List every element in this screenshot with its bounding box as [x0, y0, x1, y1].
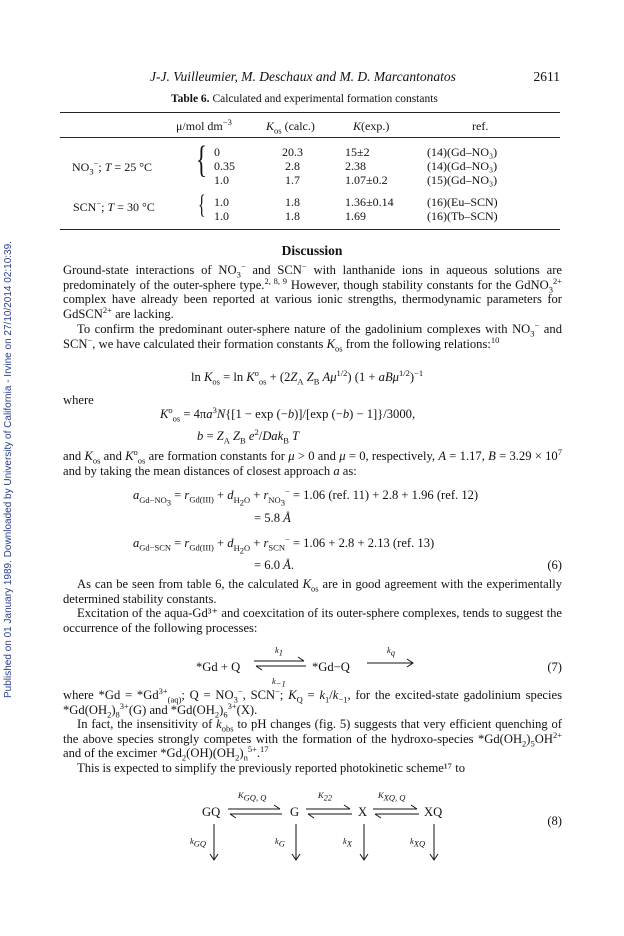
scheme-7-left: *Gd + Q [196, 660, 241, 674]
publication-watermark: Published on 01 January 1989. Downloaded by University of California - Irvine on 27/10/2014 02:10:39. [3, 241, 14, 699]
table-top-rule [60, 112, 560, 113]
cell-ref-3: (15)(Gd–NO₃) [427, 173, 498, 187]
col-header-kcalc: $K_{os}$ (calc.) [266, 119, 315, 136]
section-title: Discussion [281, 243, 343, 258]
rate-k-xq-q: $K_{XQ, Q}$ [378, 790, 406, 803]
cell-kexp-4: 1.36±0.14 [345, 195, 394, 209]
cell-mu-1: 0 [214, 145, 220, 159]
cell-kexp-1: 15±2 [345, 145, 370, 159]
table-caption-number: Table 6. [171, 93, 210, 105]
cell-kexp-2: 2.38 [345, 159, 366, 173]
equation-a-gd-no3-result: = 5.8 Å [254, 511, 291, 525]
paragraph-8: This is expected to simplify the previously reported photokinetic scheme¹⁷ to [77, 761, 465, 775]
paragraph-3: and $K_{os}$ and $K^o_{os}$ are formation constants for μ > 0 and μ = 0, respectively, A = 1.17, $B = 3.29 \times 10^7$ and by taking the mean distances of closest approach a as: [63, 446, 562, 478]
brace-thiocyanate: { [198, 190, 206, 219]
cell-kcalc-4: 1.8 [285, 195, 300, 209]
decay-arrow-xq [428, 822, 440, 864]
paragraph-5: Excitation of the aqua-Gd³⁺ and coexcitation of its outer-sphere complexes, tends to suggest the occurrence of the following processes: [63, 606, 562, 635]
rate-k-g: $k_G$ [275, 836, 285, 849]
cell-ref-2: (14)(Gd–NO₃) [427, 159, 498, 173]
paragraph-7: In fact, the insensitivity of $k_{obs}$ to pH changes (fig. 5) suggests that very efficient quenching of the above species strongly competes with the formation of the hydroxo-species $*Gd(OH_2)_5OH^{2+}$ and of the excimer $*Gd_2(OH)(OH_2)_n^{5+}.^{17}$ [63, 717, 563, 763]
running-header [150, 69, 560, 85]
equation-a-gd-scn-result: = 6.0 Å. [254, 558, 295, 572]
cell-kcalc-1: 20.3 [282, 145, 303, 159]
brace-nitrate: { [196, 139, 207, 181]
equation-number-8: (8) [547, 814, 562, 828]
paragraph-4: As can be seen from table 6, the calculated $K_{os}$ are in good agreement with the experimentally determined stability constants. [63, 577, 562, 606]
cell-kcalc-5: 1.8 [285, 209, 300, 223]
scheme-8-xq: XQ [424, 805, 443, 819]
decay-arrow-gq [208, 822, 220, 864]
cell-kcalc-3: 1.7 [285, 173, 300, 187]
cell-kexp-5: 1.69 [345, 209, 366, 223]
scheme-8-x: X [358, 805, 368, 819]
table-bottom-rule [60, 229, 560, 230]
table-caption [171, 93, 438, 105]
group-label-thiocyanate: SCN−; T = 30 °C [73, 198, 155, 214]
rate-k-minus-1: $k_{-1}$ [272, 676, 286, 689]
table-header-rule [60, 137, 560, 138]
rate-k-x: $k_X$ [343, 836, 352, 849]
decay-arrow-x [358, 822, 370, 864]
page-number: 2611 [533, 69, 560, 84]
group-label-nitrate: $NO_3^-$; T = 25 °C [72, 158, 152, 177]
col-header-ref: ref. [472, 119, 489, 133]
rate-k-gq: $k_{GQ}$ [190, 836, 207, 849]
decay-arrow-g [290, 822, 302, 864]
rate-k-22: $K_{22}$ [318, 790, 333, 803]
equation-ln-kos: $\ln K_{os} = \ln K^o_{os} + (2Z_A$ $Z_B$ $A\mu^{1/2}$) $(1 + aB\mu^{1/2})^{-1}$ [191, 367, 424, 387]
equation-a-gd-scn: $a_{Gd-SCN} = r_{Gd(III)} + d_{H_2O} + r_{SCN}^- = 1.06 + 2.8 + 2.13$ (ref. 13) [133, 533, 435, 556]
paragraph-2: To confirm the predominant outer-sphere nature of the gadolinium complexes with $NO_3^-$ and SCN−, we have calculated their formation constants $K_{os}$ from the following relations:$^{10}$ [63, 319, 562, 354]
rate-k-gq-q: $K_{GQ, Q}$ [238, 790, 267, 803]
col-header-mu: μ/mol $dm^{-3}$ [176, 117, 232, 133]
equilibrium-arrow-8b [304, 801, 354, 823]
scheme-8-g: G [290, 805, 300, 819]
cell-ref-4: (16)(Eu–SCN) [427, 195, 498, 209]
cell-ref-1: (14)(Gd–NO₃) [427, 145, 498, 159]
rate-kq: $k_q$ [387, 645, 396, 658]
paragraph-6: where $*Gd = *Gd^{3+}_{(aq)}$; $Q = NO_3^-$, SCN−; $K_Q = k_1/k_{-1}$, for the excited-state gadolinium species $*Gd(OH_2)_8^{3+}(G)$ and $*Gd(OH_2)_6^{3+}(X)$. [63, 685, 562, 720]
equation-number-6: (6) [547, 558, 562, 572]
table-caption-text: Calculated and experimental formation constants [212, 93, 438, 105]
cell-mu-2: 0.35 [214, 159, 235, 173]
cell-mu-3: 1.0 [214, 173, 229, 187]
equation-number-7: (7) [547, 660, 562, 674]
scheme-8-gq: GQ [202, 805, 221, 819]
cell-mu-4: 1.0 [214, 195, 229, 209]
equation-a-gd-no3: $a_{Gd-NO_3} = r_{Gd(III)} + d_{H_2O} + r_{NO_3}^- = 1.06$ (ref. 11) + 2.8 + 1.96 (ref. 12) [133, 485, 479, 508]
cell-kexp-3: 1.07±0.2 [345, 173, 388, 187]
rate-k1: $k_1$ [275, 645, 284, 658]
scheme-7-right: *Gd−Q [312, 660, 350, 674]
equation-k0-os: $K^o_{os} = 4\pi a^3N\{[1 - \exp (-b)]/[\exp$ (−b) − 1]}/3000, [160, 404, 416, 424]
equilibrium-arrow-8c [371, 801, 421, 823]
cell-ref-5: (16)(Tb–SCN) [427, 209, 498, 223]
col-header-kexp: K(exp.) [353, 119, 390, 133]
paragraph-1: Ground-state interactions of $NO_3^-$ and SCN− with lanthanide ions in aqueous solutions are predominately of the outer-sphere type.$^{2, 8, 9}$ However, though stability constants for the GdNO$_3^{2+}$ complex have already been reported at various ionic strengths, thermodynamic parameters for GdSCN$^{2+}$ are lacking. [63, 260, 562, 321]
cell-kcalc-2: 2.8 [285, 159, 300, 173]
equilibrium-arrow-8a [226, 801, 284, 823]
forward-arrow-7 [365, 656, 417, 670]
equation-b: $b = Z_A$ $Z_B$ $e^2/Dak_B$ T [197, 426, 300, 446]
rate-k-xq: $k_{XQ}$ [410, 836, 426, 849]
cell-mu-5: 1.0 [214, 209, 229, 223]
header-authors: J-J. Vuilleumier, M. Deschaux and M. D. Marcantonatos [150, 69, 456, 84]
word-where: where [63, 393, 94, 407]
